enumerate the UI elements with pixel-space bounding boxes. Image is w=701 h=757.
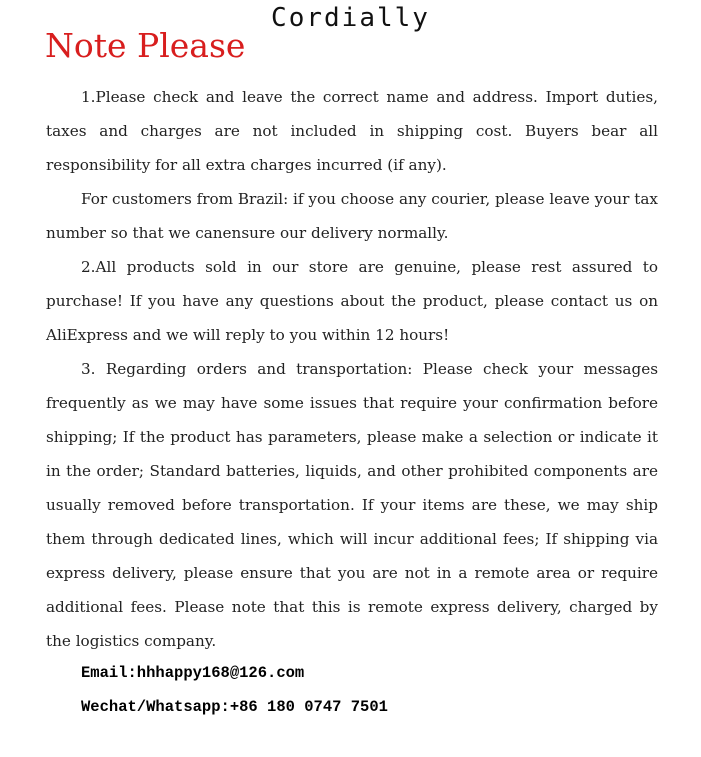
contact-email: Email:hhhappy168@126.com [81, 664, 305, 682]
paragraph-brazil: For customers from Brazil: if you choose any courier, please leave your tax number so that we canensure our delivery normally. [46, 190, 658, 242]
paragraph-genuine-products: 2.All products sold in our store are genuine, please rest assured to purchase! If you have any questions about the product, please contact us on AliExpress and we will reply to you within 12 hours! [46, 258, 658, 344]
page-title: Cordially [271, 3, 430, 33]
paragraph-duties: 1.Please check and leave the correct name and address. Import duties, taxes and charges are not included in shipping cost. Buyers bear all responsibility for all extra charges incurred (if any). [46, 88, 658, 174]
notice-body [46, 80, 658, 658]
notice-heading: Note Please [45, 26, 246, 65]
contact-phone: Wechat/Whatsapp:+86 180 0747 7501 [81, 698, 388, 716]
paragraph-orders-transport: 3. Regarding orders and transportation: Please check your messages frequently as we may have some issues that require your confirmation before shipping; If the product has parameters, please make a selection or indicate it in the order; Standard batteries, liquids, and other prohibited components are usually removed before transportation. If your items are these, we may ship them through dedicated lines, which will incur additional fees; If shipping via express delivery, please ensure that you are not in a remote area or require additional fees. Please note that this is remote express delivery, charged by the logistics company. [46, 360, 658, 650]
